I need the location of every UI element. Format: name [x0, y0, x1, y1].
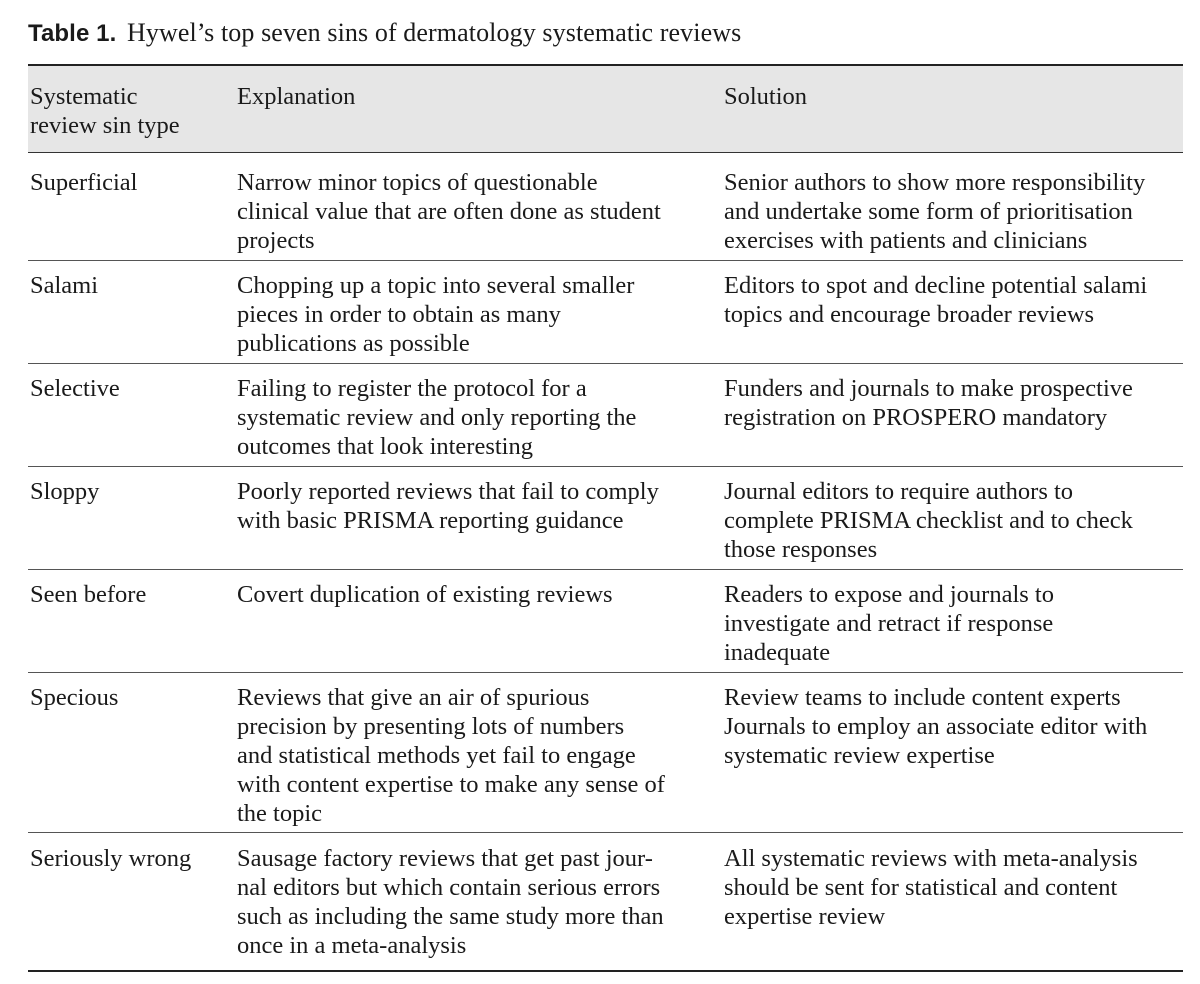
cell-line: Salami	[30, 272, 99, 299]
cell-line: Reviews that give an air of spurious	[237, 684, 590, 711]
cell-line: exercises with patients and clinicians	[724, 227, 1088, 254]
cell-line: inadequate	[724, 639, 831, 666]
cell-line: pieces in order to obtain as many	[237, 301, 561, 328]
cell-line: systematic review and only reporting the	[237, 404, 637, 431]
table-header	[28, 66, 1183, 153]
table-bottom-rule	[28, 970, 1183, 972]
table-caption	[28, 18, 741, 48]
row-7-explanation	[237, 844, 707, 960]
row-4-solution	[724, 477, 1194, 564]
cell-line: Readers to expose and journals to	[724, 581, 1054, 608]
row-1-explanation	[237, 168, 707, 255]
row-5-explanation	[237, 580, 707, 609]
row-7-type	[30, 844, 230, 873]
cell-line: such as including the same study more than	[237, 903, 664, 930]
row-divider	[28, 672, 1183, 673]
header-line: Solution	[724, 83, 808, 110]
cell-line: Senior authors to show more responsibility	[724, 169, 1146, 196]
cell-line: Superficial	[30, 169, 138, 196]
row-7-solution	[724, 844, 1194, 931]
table-caption-title: Hywel’s top seven sins of dermatology systematic reviews	[127, 18, 742, 47]
header-line: review sin type	[30, 112, 180, 139]
row-divider	[28, 832, 1183, 833]
cell-line: and statistical methods yet fail to engage	[237, 742, 636, 769]
cell-line: systematic review expertise	[724, 742, 995, 769]
cell-line: once in a meta-analysis	[237, 932, 467, 959]
cell-line: Seen before	[30, 581, 147, 608]
cell-line: investigate and retract if response	[724, 610, 1054, 637]
cell-line: Specious	[30, 684, 119, 711]
row-divider	[28, 260, 1183, 261]
header-explanation	[237, 82, 707, 111]
cell-line: topics and encourage broader reviews	[724, 301, 1095, 328]
cell-line: Editors to spot and decline potential salami	[724, 272, 1148, 299]
cell-line: nal editors but which contain serious errors	[237, 874, 661, 901]
cell-line: complete PRISMA checklist and to check	[724, 507, 1133, 534]
cell-line: with basic PRISMA reporting guidance	[237, 507, 624, 534]
cell-line: Funders and journals to make prospective	[724, 375, 1133, 402]
row-6-solution	[724, 683, 1194, 770]
row-3-explanation	[237, 374, 707, 461]
cell-line: registration on PROSPERO mandatory	[724, 404, 1108, 431]
cell-line: expertise review	[724, 903, 886, 930]
row-divider	[28, 466, 1183, 467]
cell-line: Covert duplication of existing reviews	[237, 581, 613, 608]
cell-line: projects	[237, 227, 315, 254]
cell-line: those responses	[724, 536, 878, 563]
row-2-explanation	[237, 271, 707, 358]
cell-line: publications as possible	[237, 330, 470, 357]
cell-line: All systematic reviews with meta-analysis	[724, 845, 1138, 872]
header-line: Explanation	[237, 83, 356, 110]
cell-line: Sloppy	[30, 478, 100, 505]
header-line: Systematic	[30, 83, 138, 110]
cell-line: Chopping up a topic into several smaller	[237, 272, 635, 299]
cell-line: clinical value that are often done as student	[237, 198, 661, 225]
row-6-type	[30, 683, 230, 712]
cell-line: precision by presenting lots of numbers	[237, 713, 625, 740]
cell-line: Journals to employ an associate editor with	[724, 713, 1148, 740]
cell-line: Sausage factory reviews that get past jour-	[237, 845, 653, 872]
row-1-type	[30, 168, 230, 197]
cell-line: Failing to register the protocol for a	[237, 375, 587, 402]
header-sin-type	[30, 82, 230, 140]
cell-line: Journal editors to require authors to	[724, 478, 1074, 505]
row-2-type	[30, 271, 230, 300]
cell-line: Review teams to include content experts	[724, 684, 1121, 711]
row-divider	[28, 363, 1183, 364]
header-solution	[724, 82, 1194, 111]
row-5-type	[30, 580, 230, 609]
cell-line: Seriously wrong	[30, 845, 192, 872]
table-caption-label: Table 1.	[28, 20, 117, 47]
row-1-solution	[724, 168, 1194, 255]
cell-line: with content expertise to make any sense of	[237, 771, 665, 798]
row-divider	[28, 569, 1183, 570]
cell-line: outcomes that look interesting	[237, 433, 533, 460]
cell-line: should be sent for statistical and content	[724, 874, 1118, 901]
row-2-solution	[724, 271, 1194, 329]
cell-line: the topic	[237, 800, 323, 827]
cell-line: Selective	[30, 375, 120, 402]
cell-line: Narrow minor topics of questionable	[237, 169, 598, 196]
row-5-solution	[724, 580, 1194, 667]
row-4-type	[30, 477, 230, 506]
row-4-explanation	[237, 477, 707, 535]
cell-line: Poorly reported reviews that fail to comply	[237, 478, 659, 505]
row-6-explanation	[237, 683, 707, 828]
cell-line: and undertake some form of prioritisation	[724, 198, 1133, 225]
row-3-solution	[724, 374, 1194, 432]
row-3-type	[30, 374, 230, 403]
